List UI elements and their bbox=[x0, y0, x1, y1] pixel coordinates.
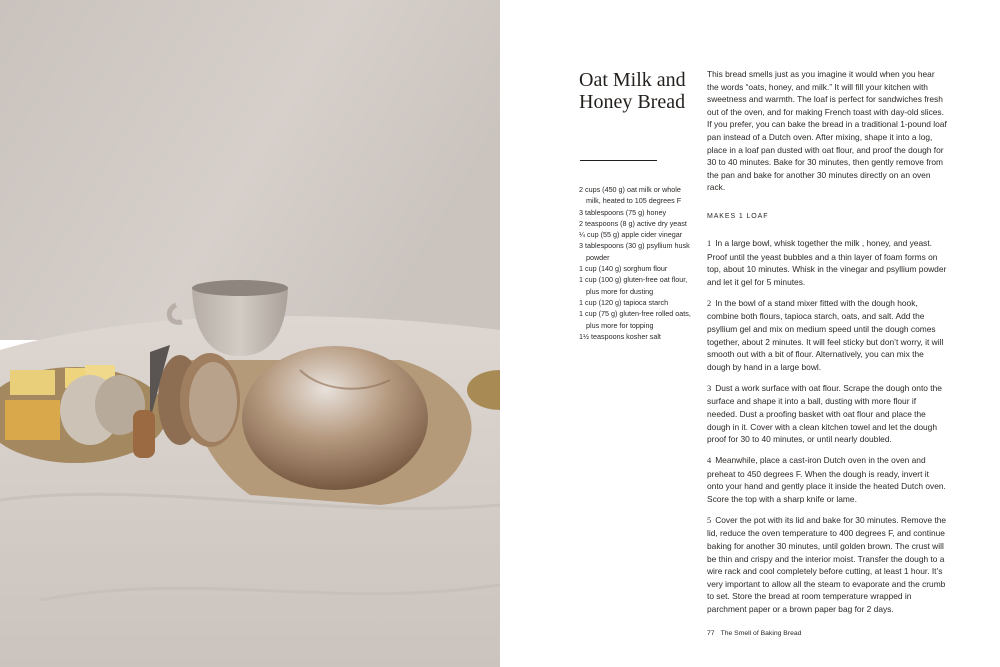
method-step bbox=[707, 514, 947, 616]
ingredient-list bbox=[579, 184, 691, 342]
bread-loaf bbox=[242, 346, 428, 490]
recipe-title: Oat Milk and Honey Bread bbox=[579, 69, 686, 113]
method-step bbox=[707, 237, 947, 288]
ingredient-item: 1½ teaspoons kosher salt bbox=[579, 331, 661, 341]
page-footer bbox=[707, 630, 801, 637]
step-text: In a large bowl, whisk together the milk , honey, and yeast. Proof until the yeast bubbles and a thin layer of foam forms on top, about 10 minutes. Whisk in the vinegar and psyllium powder and let it gel for 5 minutes. bbox=[707, 238, 947, 287]
ingredient-item: 2 cups (450 g) oat milk or whole milk, heated to 105 degrees F bbox=[579, 185, 682, 206]
ingredient-item: 1 cup (100 g) gluten-free oat flour, plus more for dusting bbox=[579, 275, 688, 296]
page-number: 77 bbox=[707, 630, 715, 637]
method-step bbox=[707, 297, 947, 374]
method-step bbox=[707, 454, 947, 505]
step-text: Meanwhile, place a cast-iron Dutch oven in the oven and preheat to 450 degrees F. When the dough is ready, invert it onto your hand and gently place it inside the heated Dutch oven. Score the top with a sharp knife or lame. bbox=[707, 455, 946, 504]
method-step bbox=[707, 382, 947, 446]
ingredient-item: 3 tablespoons (30 g) psyllium husk powder bbox=[579, 241, 690, 262]
yield-label: MAKES 1 LOAF bbox=[707, 213, 769, 220]
recipe-page bbox=[500, 0, 1000, 667]
step-text: In the bowl of a stand mixer fitted with the dough hook, combine both flours, tapioca starch, oats, and salt. Add the psyllium gel and mix on medium speed until the dough comes together, about 2 minutes. It will feel sticky but don’t worry, it will smooth out with a bit of flour. Alternatively, you can mix the dough by hand in a large bowl. bbox=[707, 297, 944, 372]
title-divider bbox=[580, 160, 657, 161]
ingredient-item: 1 cup (140 g) sorghum flour bbox=[579, 264, 668, 274]
bread-slices bbox=[158, 353, 240, 447]
step-number: 3 bbox=[707, 383, 712, 393]
step-number: 2 bbox=[707, 298, 712, 308]
ingredient-item: 3 tablespoons (75 g) honey bbox=[579, 207, 667, 217]
step-number: 4 bbox=[707, 456, 712, 466]
ingredient-item: 2 teaspoons (8 g) active dry yeast bbox=[579, 218, 687, 228]
section-title: The Smell of Baking Bread bbox=[720, 630, 802, 637]
step-number: 5 bbox=[707, 515, 712, 525]
ingredient-item: ¼ cup (55 g) apple cider vinegar bbox=[579, 230, 683, 240]
step-number: 1 bbox=[707, 239, 712, 248]
ingredient-item: 1 cup (75 g) gluten-free rolled oats, plus more for topping bbox=[579, 309, 691, 330]
step-text: Cover the pot with its lid and bake for 30 minutes. Remove the lid, reduce the oven temperature to 400 degrees F, and continue baking for another 30 minutes, until golden brown. The crust will be thin and crispy and the interior moist. Transfer the dough to a wire rack and cool completely before cutting, at least 1 hour. It’s very important to allow all the steam to evaporate and the crumb to set. Store the bread at room temperature wrapped in parchment paper or a brown paper bag for 2 days. bbox=[707, 514, 947, 614]
recipe-intro: This bread smells just as you imagine it would when you hear the words “oats, honey, and milk.” It will fill your kitchen with sweetness and warmth. The loaf is perfect for sandwiches fresh out of the oven, and for making French toast with day-old slices. If you prefer, you can bake the bread in a traditional 1-pound loaf pan instead of a Dutch oven. After mixing, shape it into a log, place in a loaf pan dusted with oat flour, and proof the dough for 30 to 40 minutes. Bake for 30 minutes, then gently remove from the pan and bake for another 30 minutes directly on an oven rack. bbox=[707, 69, 947, 193]
step-text: Dust a work surface with oat flour. Scrape the dough onto the surface and shape it into a ball, dusting with more flour if needed. Dust a proofing basket with oat flour and place the dough in it. Cover with a clean kitchen towel and let the dough proof for 30 to 40 minutes, or until nearly doubled. bbox=[707, 382, 942, 445]
ingredient-item: 1 cup (120 g) tapioca starch bbox=[579, 297, 669, 307]
method-steps bbox=[707, 237, 947, 624]
